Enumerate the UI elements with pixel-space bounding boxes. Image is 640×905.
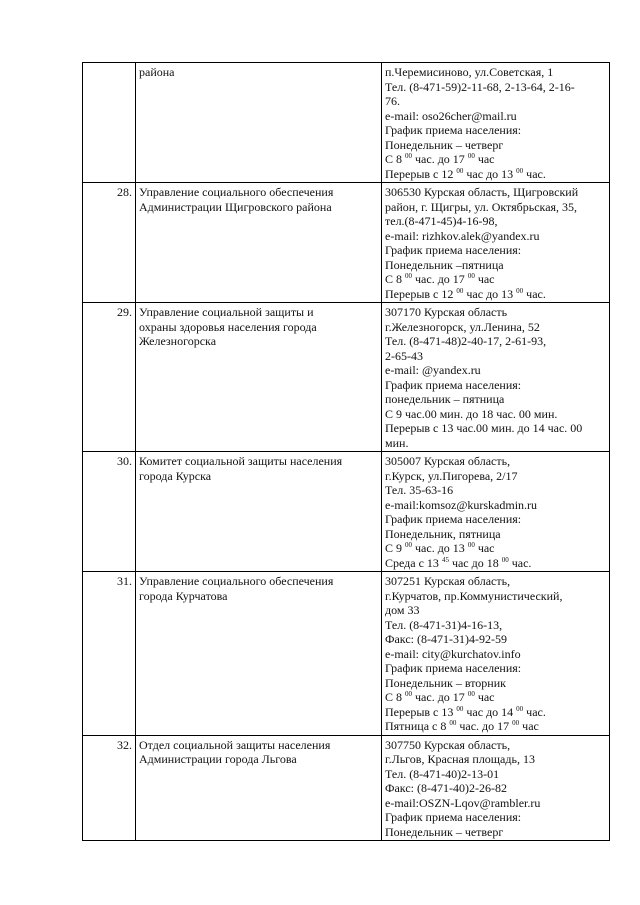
contact-line: Понедельник –пятница	[385, 257, 504, 272]
contact-line: мин.	[385, 435, 409, 450]
contact-line: Понедельник, пятница	[385, 526, 501, 541]
organization-name-line: города Курчатова	[139, 588, 228, 603]
contact-line: С 8 $^{00}$ час. до 17 $^{00}$ час	[385, 152, 495, 166]
contact-line: График приема населения:	[385, 243, 522, 257]
contact-details	[382, 452, 610, 572]
contact-line: Тел. (8-471-40)2-13-01	[385, 766, 500, 781]
social-services-table	[82, 62, 610, 841]
row-number	[83, 63, 136, 183]
contact-line: п.Черемисиново, ул.Советская, 1	[385, 65, 554, 79]
organization-name-line: Железногорска	[139, 334, 217, 348]
table-row	[83, 452, 610, 572]
contact-line: 306530 Курская область, Щигровский	[385, 185, 579, 199]
organization-name-line: Администрации города Льгова	[139, 752, 297, 766]
organization-name	[136, 572, 382, 736]
row-number: 29.	[83, 303, 136, 452]
organization-name-line: Комитет социальной защиты населения	[139, 454, 343, 468]
contact-line: С 8 $^{00}$ час. до 17 $^{00}$ час	[385, 690, 495, 704]
organization-name	[136, 735, 382, 841]
contact-line: Пятница с 8 $^{00}$ час. до 17 $^{00}$ час	[385, 719, 539, 733]
organization-name-line: Администрации Щигровского района	[139, 199, 332, 214]
contact-line: г.Курск, ул.Пигорева, 2/17	[385, 468, 518, 483]
contact-line: График приема населения:	[385, 661, 522, 675]
contact-details	[382, 183, 610, 303]
table-row	[83, 735, 610, 841]
organization-name-line: Управление социального обеспечения	[139, 574, 334, 588]
contact-line: e-mail: city@kurchatov.info	[385, 646, 521, 661]
table-row	[83, 572, 610, 736]
contact-line: Факс: (8-471-31)4-92-59	[385, 632, 507, 646]
contact-line: С 9 $^{00}$ час. до 13 $^{00}$ час	[385, 541, 495, 555]
contact-line: Перерыв с 13 час.00 мин. до 14 час. 00	[385, 421, 583, 435]
contact-details	[382, 63, 610, 183]
contact-line: Перерыв с 12 $^{00}$ час до 13 $^{00}$ час.	[385, 166, 546, 181]
organization-name-line: города Курска	[139, 468, 212, 483]
contact-line: 307170 Курская область	[385, 305, 508, 319]
contact-line: e-mail: rizhkov.alek@yandex.ru	[385, 228, 540, 243]
contact-line: Тел. (8-471-59)2-11-68, 2-13-64, 2-16-	[385, 79, 575, 94]
row-number: 31.	[83, 572, 136, 736]
contact-line: Тел. (8-471-48)2-40-17, 2-61-93,	[385, 334, 547, 348]
contact-line: г.Железногорск, ул.Ленина, 52	[385, 319, 540, 334]
contact-line: График приема населения:	[385, 810, 522, 824]
contact-line: Тел. 35-63-16	[385, 483, 454, 497]
organization-name-line: района	[139, 65, 175, 79]
contact-line: 307750 Курская область,	[385, 737, 511, 752]
contact-line: тел.(8-471-45)4-16-98,	[385, 214, 498, 228]
contact-line: e-mail:komsoz@kurskadmin.ru	[385, 497, 538, 512]
organization-name	[136, 63, 382, 183]
organization-name	[136, 303, 382, 452]
row-number: 28.	[83, 183, 136, 303]
contact-line: 305007 Курская область,	[385, 454, 511, 468]
contact-line: район, г. Щигры, ул. Октябрьская, 35,	[385, 199, 578, 214]
contact-line: Факс: (8-471-40)2-26-82	[385, 781, 507, 795]
contact-line: Среда с 13 $^{45}$ час до 18 $^{00}$ час.	[385, 555, 532, 570]
organization-name	[136, 452, 382, 572]
organization-name-line: охраны здоровья населения города	[139, 319, 317, 334]
contact-line: 2-65-43	[385, 348, 423, 363]
organization-name-line: Отдел социальной защиты населения	[139, 737, 331, 752]
contact-line: 76.	[385, 94, 400, 108]
table-row	[83, 183, 610, 303]
organization-name-line: Управление социального обеспечения	[139, 185, 334, 199]
table-row	[83, 63, 610, 183]
row-number: 30.	[83, 452, 136, 572]
contact-line: Тел. (8-471-31)4-16-13,	[385, 617, 503, 632]
row-number: 32.	[83, 735, 136, 841]
contact-line: Понедельник – четверг	[385, 137, 504, 152]
contact-line: График приема населения:	[385, 123, 522, 137]
contact-line: Понедельник – вторник	[385, 675, 506, 690]
contact-line: Перерыв с 12 $^{00}$ час до 13 $^{00}$ час.	[385, 286, 546, 301]
organization-name	[136, 183, 382, 303]
contact-line: С 8 $^{00}$ час. до 17 $^{00}$ час	[385, 272, 495, 286]
contact-line: г.Льгов, Красная площадь, 13	[385, 752, 535, 766]
contact-details	[382, 735, 610, 841]
contact-line: дом 33	[385, 603, 420, 617]
contact-line: e-mail:OSZN-Lqov@rambler.ru	[385, 795, 541, 810]
contact-line: График приема населения:	[385, 512, 522, 526]
contact-details	[382, 572, 610, 736]
contact-line: График приема населения:	[385, 377, 522, 392]
contact-line: Перерыв с 13 $^{00}$ час до 14 $^{00}$ час.	[385, 704, 546, 719]
organization-name-line: Управление социальной защиты и	[139, 305, 314, 319]
contact-line: 307251 Курская область,	[385, 574, 511, 588]
contact-line: e-mail: @yandex.ru	[385, 363, 481, 377]
table-row	[83, 303, 610, 452]
table-body	[83, 63, 610, 841]
contact-line: г.Курчатов, пр.Коммунистический,	[385, 588, 563, 603]
contact-line: С 9 час.00 мин. до 18 час. 00 мин.	[385, 406, 558, 421]
contact-details	[382, 303, 610, 452]
contact-line: Понедельник – четверг	[385, 824, 504, 839]
contact-line: понедельник – пятница	[385, 392, 505, 406]
contact-line: e-mail: oso26cher@mail.ru	[385, 108, 517, 123]
